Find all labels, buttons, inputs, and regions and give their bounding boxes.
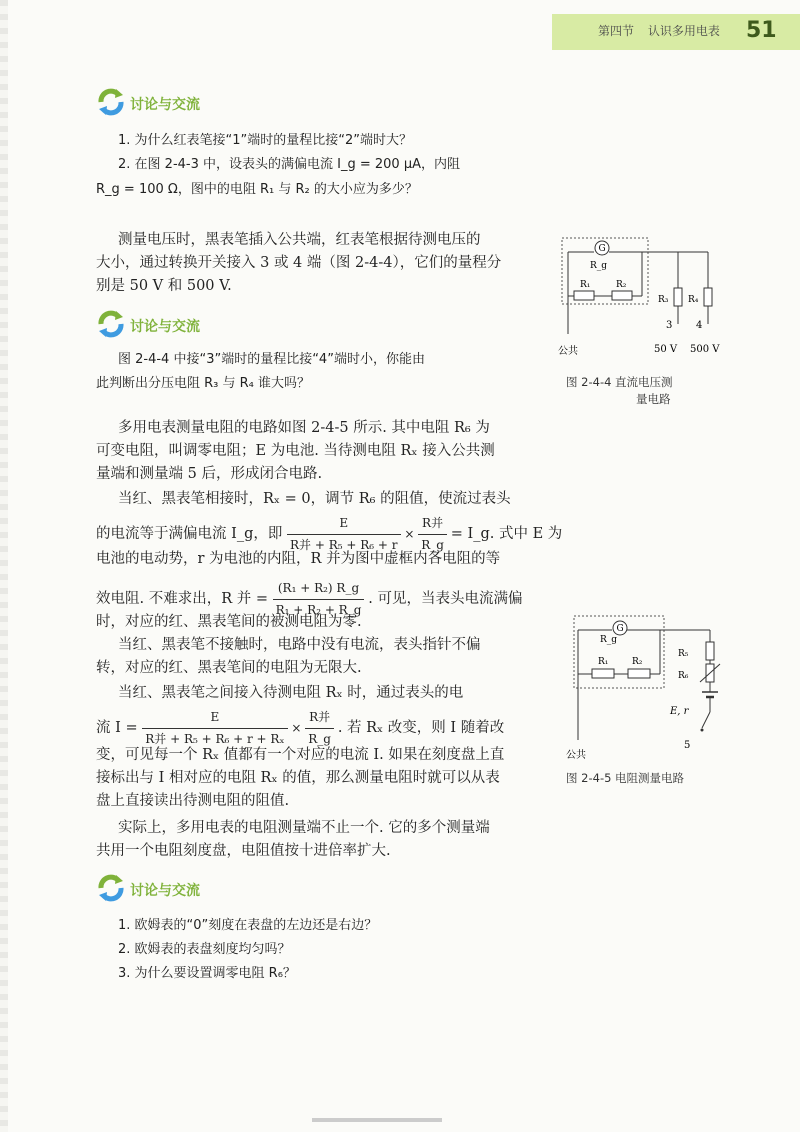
discussion-label: 讨论与交流 [130, 97, 200, 113]
resistor-r2 [628, 669, 650, 678]
discussion-cycle-icon [96, 88, 126, 116]
switch-lever [702, 712, 710, 728]
fig244-label-50v: 50 V [654, 344, 678, 355]
resistor-r4 [704, 288, 712, 306]
fig244-label-r1: R₁ [580, 280, 591, 290]
fig245-label-rg: R_g [600, 635, 618, 645]
para-multi-line: 共用一个电阻刻度盘，电阻值按十进倍率扩大. [96, 843, 391, 859]
fig244-label-r2: R₂ [616, 280, 627, 290]
discussion-cycle-icon [96, 310, 126, 338]
header-section: 第四节 [598, 24, 635, 38]
discussion1-q3: R_g = 100 Ω，图中的电阻 R₁ 与 R₂ 的大小应为多少？ [96, 182, 418, 197]
discussion3-q2: 2. 欧姆表的表盘刻度均匀吗？ [118, 942, 291, 957]
para-multi-line: 实际上，多用电表的电阻测量端不止一个. 它的多个测量端 [118, 820, 490, 836]
para-short-l1: 当红、黑表笔相接时，Rₓ = 0，调节 R₆ 的阻值，使流过表头 [118, 491, 511, 507]
fig245-label-r5: R₅ [678, 649, 689, 659]
fig244-label-terminal-3: 3 [666, 320, 673, 331]
para-short-l5: 时，对应的红、黑表笔间的被测电阻为零. [96, 614, 362, 630]
discussion2-line: 图 2-4-4 中接“3”端时的量程比接“4”端时小，你能由 [118, 352, 425, 367]
terminal-5-dot [701, 729, 704, 732]
footer-mark [312, 1118, 442, 1122]
para-voltage-line: 测量电压时，黑表笔插入公共端，红表笔根据待测电压的 [118, 232, 481, 248]
para-ohm-line: 可变电阻，叫调零电阻；E 为电池. 当待测电阻 Rₓ 接入公共测 [96, 443, 495, 459]
fig245-label-g: G [616, 624, 624, 634]
fig244-label-common: 公共 [558, 346, 578, 357]
discussion3-q3: 3. 为什么要设置调零电阻 R₆？ [118, 966, 296, 981]
discussion-cycle-icon [96, 874, 126, 902]
page-binding-edge [0, 0, 8, 1132]
fig244-label-rg: R_g [590, 261, 608, 271]
fig244-label-r3: R₃ [658, 295, 669, 305]
fig244-label-r4: R₄ [688, 295, 699, 305]
discussion1-q1: 1. 为什么红表笔接“1”端时的量程比接“2”端时大？ [118, 133, 413, 148]
para-short-l4: 效电阻. 不难求出，R 并 = $\frac{\text{(R₁ + R₂) R\_g}}{\text{R₁ + R₂ + R\_g}}$ . 可见，当表头电流满偏 [96, 578, 522, 621]
header-title: 认识多用电表 [647, 24, 720, 38]
fig245-label-r6: R₆ [678, 671, 689, 681]
para-voltage-line: 别是 50 V 和 500 V. [96, 278, 232, 294]
discussion3-q1: 1. 欧姆表的“0”刻度在表盘的左边还是右边？ [118, 918, 378, 933]
para-open-line: 转，对应的红、黑表笔间的电阻为无限大. [96, 660, 362, 676]
figure-2-4-4-voltage-circuit [552, 230, 732, 360]
para-voltage-line: 大小，通过转换开关接入 3 或 4 端（图 2-4-4），它们的量程分 [96, 255, 502, 271]
resistor-r5 [706, 642, 714, 660]
para-rx-l3: 变，可见每一个 Rₓ 值都有一个对应的电流 I. 如果在刻度盘上直 [96, 747, 505, 763]
fig244-label-g: G [598, 244, 606, 254]
fig245-label-r1: R₁ [598, 657, 609, 667]
para-rx-l5: 盘上直接读出待测电阻的阻值. [96, 793, 290, 809]
equation-current: $\frac{E}{\text{R并 + R₅ + R₆ + r + Rₓ}}$ × $\frac{\text{R并}}{R\_g}$ [142, 721, 338, 735]
para-rx-l4: 接标出与 I 相对应的电阻 Rₓ 的值，那么测量电阻时就可以从表 [96, 770, 500, 786]
page-number: 51 [746, 18, 777, 43]
resistor-r1 [574, 291, 594, 300]
discussion-label: 讨论与交流 [130, 319, 200, 335]
resistor-r1 [592, 669, 614, 678]
para-open-line: 当红、黑表笔不接触时，电路中没有电流，表头指针不偏 [118, 637, 481, 653]
para-rx-l1: 当红、黑表笔之间接入待测电阻 Rₓ 时，通过表头的电 [118, 685, 464, 701]
para-rx-l2: 流 I = $\frac{E}{\text{R并 + R₅ + R₆ + r + Rₓ}}$ × $\frac{\text{R并}}{R\_g}$ . 若 Rₓ 改变，则 I 随着改 [96, 707, 504, 750]
fig245-caption: 图 2-4-5 电阻测量电路 [566, 771, 685, 785]
running-header [598, 22, 730, 39]
discussion-label: 讨论与交流 [130, 883, 200, 899]
equation-full-deflection: $\frac{E}{\text{R并 + R₅ + R₆ + r}}$ × $\frac{\text{R并}}{R\_g}$ [287, 527, 451, 541]
equation-equivalent-resistance: $\frac{\text{(R₁ + R₂) R\_g}}{\text{R₁ + R₂ + R\_g}}$ [273, 592, 369, 606]
fig244-label-terminal-4: 4 [696, 320, 703, 331]
fig245-label-er: E, r [670, 706, 689, 717]
fig244-caption-l1: 图 2-4-4 直流电压测 [566, 375, 673, 389]
para-short-l2: 的电流等于满偏电流 I_g，即 $\frac{E}{\text{R并 + R₅ + R₆ + r}}$ × $\frac{\text{R并}}{R\_g}$ = I_g. 式中 E 为 [96, 513, 562, 556]
fig245-label-terminal-5: 5 [684, 740, 691, 751]
figure-2-4-5-ohmmeter-circuit [560, 612, 730, 762]
discussion1-q2: 2. 在图 2-4-3 中，设表头的满偏电流 I_g = 200 μA，内阻 [118, 157, 460, 172]
fig244-label-500v: 500 V [690, 344, 720, 355]
fig245-label-common: 公共 [566, 750, 586, 761]
fig244-caption-l2: 量电路 [636, 392, 671, 406]
resistor-r2 [612, 291, 632, 300]
para-ohm-line: 量端和测量端 5 后，形成闭合电路. [96, 466, 323, 482]
discussion2-line: 此判断出分压电阻 R₃ 与 R₄ 谁大吗？ [96, 376, 311, 391]
fig245-label-r2: R₂ [632, 657, 643, 667]
resistor-r3 [674, 288, 682, 306]
para-ohm-line: 多用电表测量电阻的电路如图 2-4-5 所示. 其中电阻 R₆ 为 [118, 420, 490, 436]
para-short-l3: 电池的电动势，r 为电池的内阻，R 并为图中虚框内各电阻的等 [96, 551, 501, 567]
